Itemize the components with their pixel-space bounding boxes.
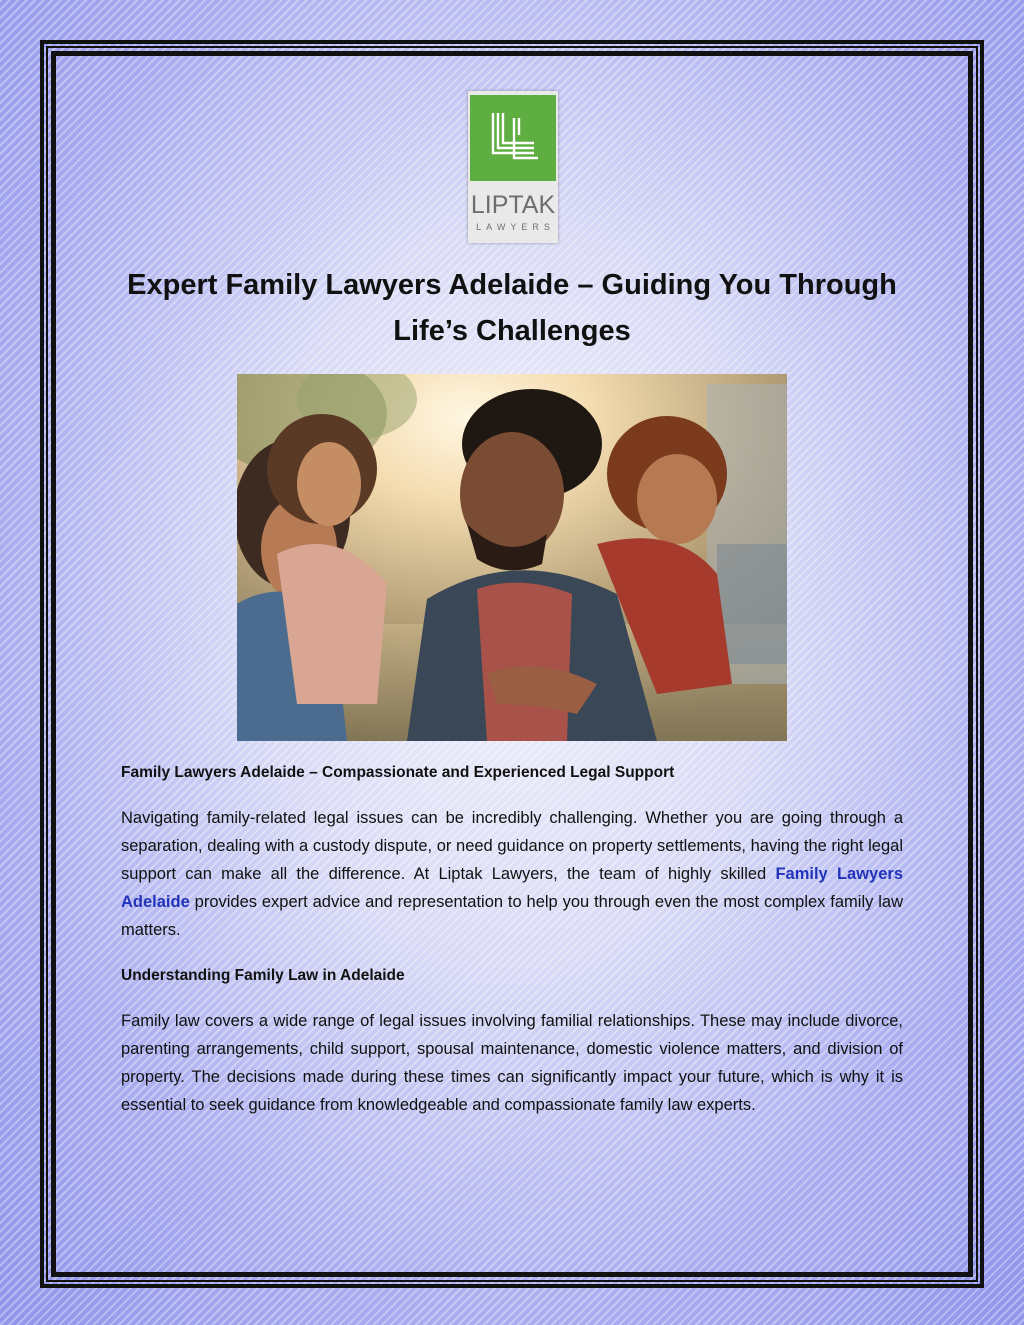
paragraph-family-law: Family law covers a wide range of legal issues involving familial relationships. These may include divorce, parenting arrangements, child support, spousal maintenance, domestic violence matters, and division of property. The decisions made during these times can significantly impact your future, which is why it is essential to seek guidance from knowledgeable and compassionate family law experts.	[121, 1012, 903, 1114]
paragraph-intro-text: Navigating family-related legal issues can be incredibly challenging. Whether you are going through a separation, dealing with a custody dispute, or need guidance on property settlements, having the right legal support can make all the difference. At Liptak Lawyers, the team of highly skilled	[121, 809, 903, 883]
page-title: Expert Family Lawyers Adelaide – Guiding You Through Life’s Challenges	[127, 269, 897, 347]
liptak-lawyers-logo	[468, 91, 558, 243]
paragraph-intro-text-end: provides expert advice and representation to help you through even the most complex family law matters.	[121, 893, 903, 939]
section-heading-support: Family Lawyers Adelaide – Compassionate and Experienced Legal Support	[121, 764, 675, 781]
family-photo	[237, 374, 787, 741]
logo-ll-icon	[470, 95, 556, 181]
family-lawyers-adelaide-link[interactable]: Family Lawyers Adelaide	[121, 865, 903, 911]
logo-mark-background	[470, 95, 556, 181]
family-photo-icon	[237, 374, 787, 741]
logo-name: LIPTAK	[470, 191, 556, 219]
paragraph-intro	[121, 804, 903, 944]
section-heading-understanding: Understanding Family Law in Adelaide	[121, 967, 405, 984]
logo-subtitle: LAWYERS	[476, 222, 555, 232]
